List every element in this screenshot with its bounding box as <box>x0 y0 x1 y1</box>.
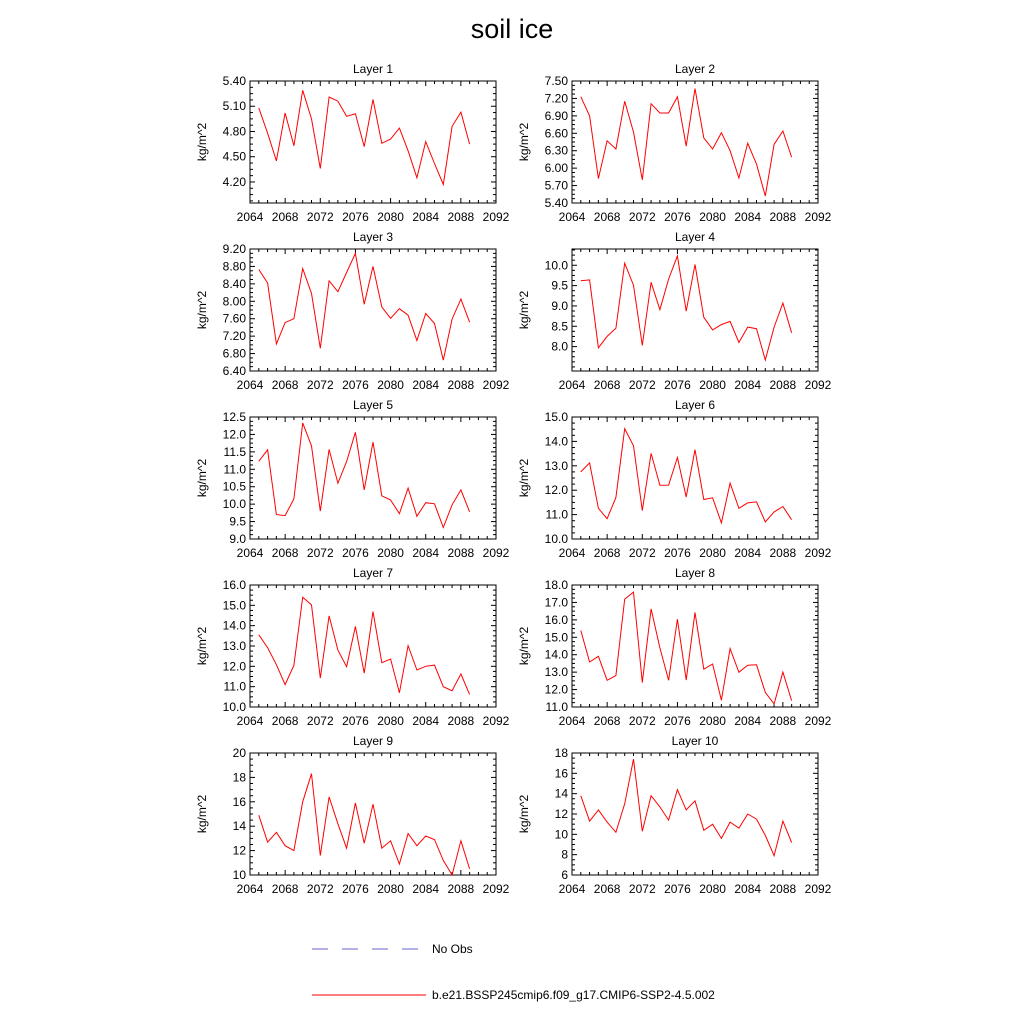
x-tick-label: 2064 <box>558 546 586 560</box>
x-tick-label: 2088 <box>769 882 797 896</box>
x-tick-label: 2076 <box>342 210 369 224</box>
series-line <box>259 90 470 184</box>
series-line <box>581 256 792 360</box>
plot-frame <box>250 417 496 539</box>
panel-layer-4 <box>517 230 832 392</box>
y-tick-label: 7.50 <box>544 74 568 88</box>
x-tick-label: 2084 <box>412 378 440 392</box>
x-tick-label: 2084 <box>734 210 762 224</box>
panel-title: Layer 10 <box>671 734 719 748</box>
y-tick-label: 13.0 <box>544 665 568 680</box>
x-tick-label: 2088 <box>769 714 797 728</box>
y-axis-label: kg/m^2 <box>195 122 209 162</box>
y-axis-label: kg/m^2 <box>517 794 531 834</box>
panel-layer-3 <box>195 230 510 392</box>
x-tick-label: 2072 <box>306 210 334 224</box>
y-axis-label: kg/m^2 <box>195 290 209 330</box>
panel-title: Layer 8 <box>674 566 716 580</box>
panel-layer-6 <box>517 398 832 560</box>
x-tick-label: 2072 <box>306 546 334 560</box>
y-tick-label: 12 <box>232 843 246 858</box>
y-tick-label: 7.60 <box>222 311 246 326</box>
x-tick-label: 2076 <box>342 882 369 896</box>
plot-frame <box>572 417 818 539</box>
series-line <box>259 423 470 528</box>
x-tick-label: 2092 <box>482 546 510 560</box>
panel-layer-10 <box>517 734 832 896</box>
y-tick-label: 11.0 <box>223 462 246 477</box>
panel-layer-1 <box>195 62 510 224</box>
x-tick-label: 2076 <box>664 378 691 392</box>
x-tick-label: 2068 <box>271 546 299 560</box>
y-tick-label: 5.40 <box>222 74 246 88</box>
x-tick-label: 2080 <box>699 714 726 728</box>
y-tick-label: 18.0 <box>544 578 568 592</box>
y-tick-label: 7.20 <box>544 91 568 106</box>
panel-layer-8 <box>517 566 832 728</box>
y-axis-label: kg/m^2 <box>517 626 531 666</box>
x-tick-label: 2080 <box>377 378 404 392</box>
plot-frame <box>572 753 818 875</box>
y-tick-label: 6.60 <box>544 126 568 141</box>
y-tick-label: 10 <box>554 827 568 842</box>
x-tick-label: 2076 <box>342 378 369 392</box>
series-line <box>259 597 470 694</box>
x-tick-label: 2080 <box>377 546 404 560</box>
panel-layer-7 <box>195 566 510 728</box>
panel-title: Layer 2 <box>674 62 716 76</box>
y-tick-label: 10.0 <box>222 497 246 512</box>
y-tick-label: 14 <box>554 786 568 801</box>
x-tick-label: 2064 <box>558 714 586 728</box>
y-tick-label: 8.40 <box>222 276 246 291</box>
y-tick-label: 16 <box>554 766 568 781</box>
y-tick-label: 12.5 <box>222 410 246 424</box>
y-axis-label: kg/m^2 <box>517 290 531 330</box>
y-tick-label: 8.00 <box>222 294 246 309</box>
y-tick-label: 10.5 <box>222 479 246 494</box>
x-tick-label: 2068 <box>593 714 621 728</box>
panel-title: Layer 7 <box>352 566 394 580</box>
x-tick-label: 2072 <box>306 882 334 896</box>
x-tick-label: 2072 <box>306 714 334 728</box>
x-tick-label: 2064 <box>236 210 264 224</box>
x-tick-label: 2084 <box>412 714 440 728</box>
x-tick-label: 2088 <box>447 882 475 896</box>
panel-title: Layer 4 <box>674 230 716 244</box>
y-tick-label: 8 <box>561 847 568 862</box>
x-tick-label: 2076 <box>664 714 691 728</box>
x-tick-label: 2080 <box>377 210 404 224</box>
panel-layer-2 <box>517 62 832 224</box>
y-axis-label: kg/m^2 <box>195 794 209 834</box>
x-tick-label: 2092 <box>804 882 832 896</box>
x-tick-label: 2088 <box>769 210 797 224</box>
y-tick-label: 6 <box>561 868 568 882</box>
y-tick-label: 6.80 <box>222 346 246 361</box>
y-tick-label: 15.0 <box>544 410 568 424</box>
x-tick-label: 2072 <box>628 882 656 896</box>
y-tick-label: 8.80 <box>222 259 246 274</box>
series-line <box>259 253 470 360</box>
panel-title: Layer 5 <box>352 398 394 412</box>
x-tick-label: 2068 <box>593 882 621 896</box>
x-tick-label: 2080 <box>699 882 726 896</box>
legend-label-1: No Obs <box>432 942 473 956</box>
x-tick-label: 2092 <box>804 714 832 728</box>
x-tick-label: 2064 <box>236 882 264 896</box>
x-tick-label: 2068 <box>593 378 621 392</box>
x-tick-label: 2072 <box>628 378 656 392</box>
x-tick-label: 2064 <box>558 210 586 224</box>
x-tick-label: 2092 <box>482 210 510 224</box>
x-tick-label: 2068 <box>271 210 299 224</box>
x-tick-label: 2092 <box>482 714 510 728</box>
x-tick-label: 2072 <box>306 378 334 392</box>
x-tick-label: 2088 <box>447 378 475 392</box>
y-tick-label: 11.0 <box>545 700 568 714</box>
x-tick-label: 2084 <box>734 714 762 728</box>
y-tick-label: 12.0 <box>222 659 246 674</box>
x-tick-label: 2080 <box>699 378 726 392</box>
y-tick-label: 16.0 <box>222 578 246 592</box>
plot-frame <box>250 753 496 875</box>
y-axis-label: kg/m^2 <box>195 458 209 498</box>
y-tick-label: 6.90 <box>544 108 568 123</box>
x-tick-label: 2076 <box>342 546 369 560</box>
x-tick-label: 2068 <box>271 378 299 392</box>
plot-frame <box>250 81 496 203</box>
y-tick-label: 5.40 <box>544 196 568 210</box>
x-tick-label: 2072 <box>628 714 656 728</box>
x-tick-label: 2080 <box>699 210 726 224</box>
panel-layer-5 <box>195 398 510 560</box>
y-tick-label: 15.0 <box>222 598 246 613</box>
x-tick-label: 2088 <box>769 378 797 392</box>
x-tick-label: 2076 <box>664 210 691 224</box>
y-tick-label: 12.0 <box>222 427 246 442</box>
x-tick-label: 2064 <box>558 378 586 392</box>
y-tick-label: 18 <box>232 770 246 785</box>
y-axis-label: kg/m^2 <box>195 626 209 666</box>
x-tick-label: 2092 <box>804 378 832 392</box>
plot-frame <box>250 585 496 707</box>
legend-label-2: b.e21.BSSP245cmip6.f09_g17.CMIP6-SSP2-4.5.002 <box>432 988 715 1002</box>
y-tick-label: 8.5 <box>551 319 568 334</box>
x-tick-label: 2076 <box>342 714 369 728</box>
x-tick-label: 2084 <box>412 210 440 224</box>
x-tick-label: 2084 <box>734 378 762 392</box>
y-tick-label: 18 <box>554 746 568 760</box>
x-tick-label: 2076 <box>664 546 691 560</box>
y-axis-label: kg/m^2 <box>517 458 531 498</box>
y-tick-label: 12.0 <box>544 682 568 697</box>
y-tick-label: 5.10 <box>222 99 246 114</box>
x-tick-label: 2092 <box>804 546 832 560</box>
panel-title: Layer 3 <box>352 230 394 244</box>
x-tick-label: 2068 <box>593 210 621 224</box>
x-tick-label: 2080 <box>377 882 404 896</box>
series-line <box>581 592 792 704</box>
y-tick-label: 14.0 <box>544 647 568 662</box>
y-tick-label: 15.0 <box>544 630 568 645</box>
x-tick-label: 2064 <box>236 546 264 560</box>
y-tick-label: 14.0 <box>544 434 568 449</box>
x-tick-label: 2088 <box>447 714 475 728</box>
series-line <box>581 429 792 523</box>
y-tick-label: 5.70 <box>544 178 568 193</box>
y-tick-label: 9.20 <box>222 242 246 256</box>
y-tick-label: 16.0 <box>544 612 568 627</box>
y-tick-label: 4.50 <box>222 149 246 164</box>
x-tick-label: 2084 <box>412 546 440 560</box>
y-tick-label: 10.0 <box>222 700 246 714</box>
y-tick-label: 10 <box>232 868 246 882</box>
y-axis-label: kg/m^2 <box>517 122 531 162</box>
y-tick-label: 12.0 <box>544 483 568 498</box>
x-tick-label: 2080 <box>699 546 726 560</box>
series-line <box>581 89 792 196</box>
x-tick-label: 2076 <box>664 882 691 896</box>
y-tick-label: 9.0 <box>229 532 246 546</box>
x-tick-label: 2084 <box>734 546 762 560</box>
y-tick-label: 17.0 <box>544 595 568 610</box>
x-tick-label: 2084 <box>734 882 762 896</box>
x-tick-label: 2064 <box>236 378 264 392</box>
x-tick-label: 2064 <box>236 714 264 728</box>
x-tick-label: 2064 <box>558 882 586 896</box>
x-tick-label: 2088 <box>447 546 475 560</box>
x-tick-label: 2068 <box>271 714 299 728</box>
y-tick-label: 9.0 <box>551 298 568 313</box>
x-tick-label: 2088 <box>769 546 797 560</box>
y-tick-label: 12 <box>554 807 568 821</box>
x-tick-label: 2068 <box>593 546 621 560</box>
y-tick-label: 9.5 <box>551 278 568 293</box>
panel-title: Layer 1 <box>352 62 394 76</box>
y-tick-label: 11.5 <box>223 444 246 459</box>
page-title: soil ice <box>470 14 554 44</box>
x-tick-label: 2080 <box>377 714 404 728</box>
panel-title: Layer 9 <box>352 734 394 748</box>
x-tick-label: 2092 <box>482 378 510 392</box>
y-tick-label: 20 <box>232 746 246 760</box>
panel-title: Layer 6 <box>674 398 716 412</box>
x-tick-label: 2092 <box>804 210 832 224</box>
x-tick-label: 2072 <box>628 546 656 560</box>
y-tick-label: 10.0 <box>544 258 568 273</box>
y-tick-label: 13.0 <box>544 458 568 473</box>
y-tick-label: 14 <box>232 819 246 834</box>
y-tick-label: 11.0 <box>223 679 246 694</box>
x-tick-label: 2084 <box>412 882 440 896</box>
y-tick-label: 8.0 <box>551 339 568 354</box>
y-tick-label: 6.40 <box>222 364 246 378</box>
y-tick-label: 9.5 <box>229 514 246 529</box>
y-tick-label: 14.0 <box>222 618 246 633</box>
plot-frame <box>572 585 818 707</box>
series-line <box>581 759 792 856</box>
panel-layer-9 <box>195 734 510 896</box>
x-tick-label: 2068 <box>271 882 299 896</box>
y-tick-label: 7.20 <box>222 329 246 344</box>
x-tick-label: 2088 <box>447 210 475 224</box>
x-tick-label: 2072 <box>628 210 656 224</box>
series-line <box>259 774 470 875</box>
y-tick-label: 13.0 <box>222 639 246 653</box>
y-tick-label: 4.80 <box>222 124 246 139</box>
y-tick-label: 16 <box>232 794 246 809</box>
y-tick-label: 6.30 <box>544 143 568 158</box>
y-tick-label: 11.0 <box>545 507 568 522</box>
y-tick-label: 4.20 <box>222 174 246 189</box>
x-tick-label: 2092 <box>482 882 510 896</box>
y-tick-label: 10.0 <box>544 532 568 546</box>
y-tick-label: 6.00 <box>544 161 568 176</box>
